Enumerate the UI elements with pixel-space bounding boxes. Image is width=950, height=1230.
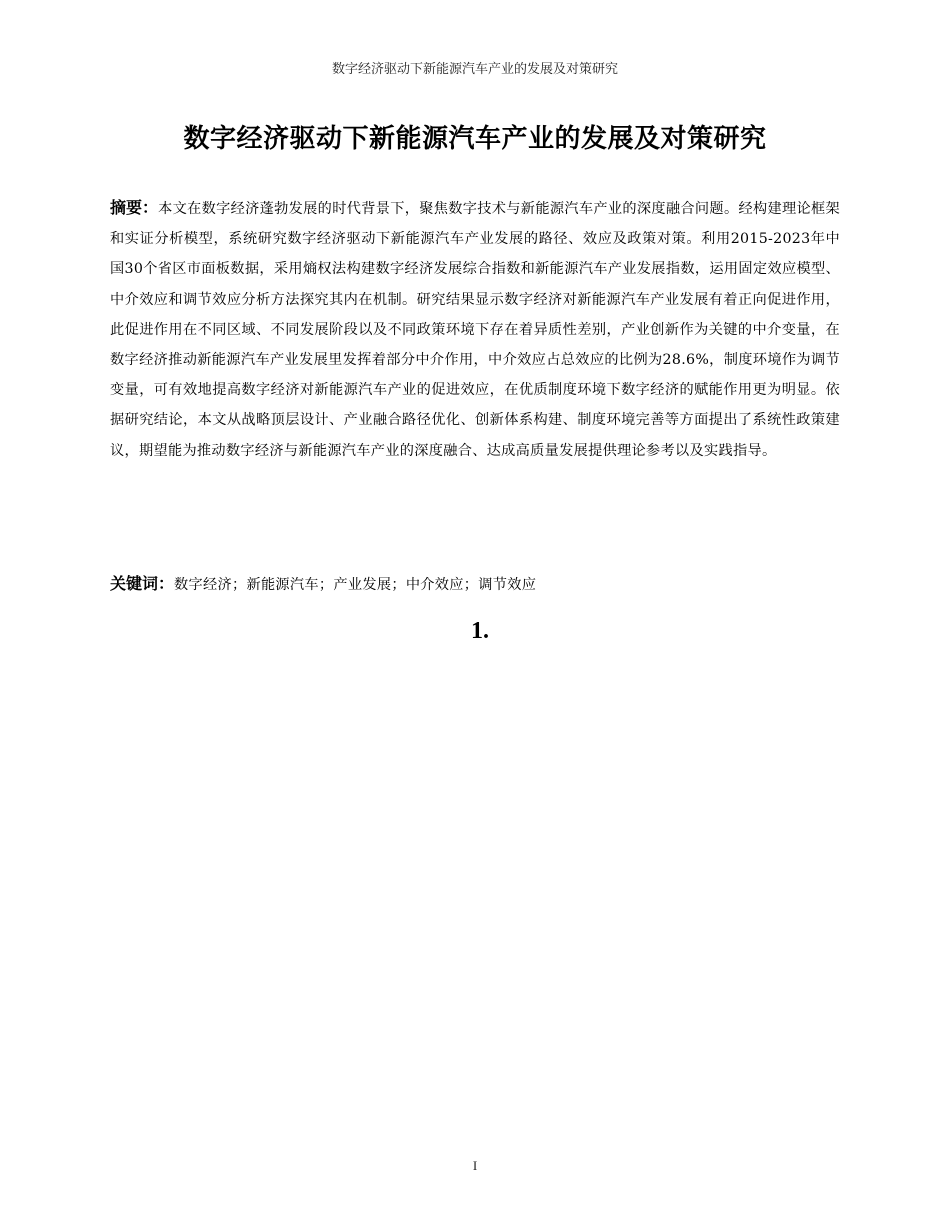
document-title: 数字经济驱动下新能源汽车产业的发展及对策研究 (183, 124, 767, 154)
header-divider (110, 80, 840, 81)
running-header: 数字经济驱动下新能源汽车产业的发展及对策研究 (331, 62, 618, 77)
abstract-text: 本文在数字经济蓬勃发展的时代背景下，聚焦数字技术与新能源汽车产业的深度融合问题。经构建理论框架和实证分析模型，系统研究数字经济驱动下新能源汽车产业发展的路径、效应及政策对策。利用2015-2023年中国30个省区市面板数据，采用熵权法构建数字经济发展综合指数和新能源汽车产业发展指数，运用固定效应模型、中介效应和调节效应分析方法探究其内在机制。研究结果显示数字经济对新能源汽车产业发展有着正向促进作用，此促进作用在不同区域、不同发展阶段以及不同政策环境下存在着异质性差别，产业创新作为关键的中介变量，在数字经济推动新能源汽车产业发展里发挥着部分中介作用，中介效应占总效应的比例为28.6%，制度环境作为调节变量，可有效地提高数字经济对新能源汽车产业的促进效应，在优质制度环境下数字经济的赋能作用更为明显。依据研究结论，本文从战略顶层设计、产业融合路径优化、创新体系构建、制度环境完善等方面提出了系统性政策建议，期望能为推动数字经济与新能源汽车产业的深度融合、达成高质量发展提供理论参考以及实践指导。 (110, 201, 840, 459)
abstract-label: 摘要： (110, 198, 159, 217)
abstract-paragraph (110, 193, 840, 466)
keywords-line (110, 569, 840, 600)
keywords-text: 数字经济；新能源汽车；产业发展；中介效应；调节效应 (174, 577, 537, 593)
keywords-label: 关键词： (110, 574, 175, 593)
section-heading-number: 1. (471, 618, 489, 644)
page-number: I (472, 1158, 478, 1173)
